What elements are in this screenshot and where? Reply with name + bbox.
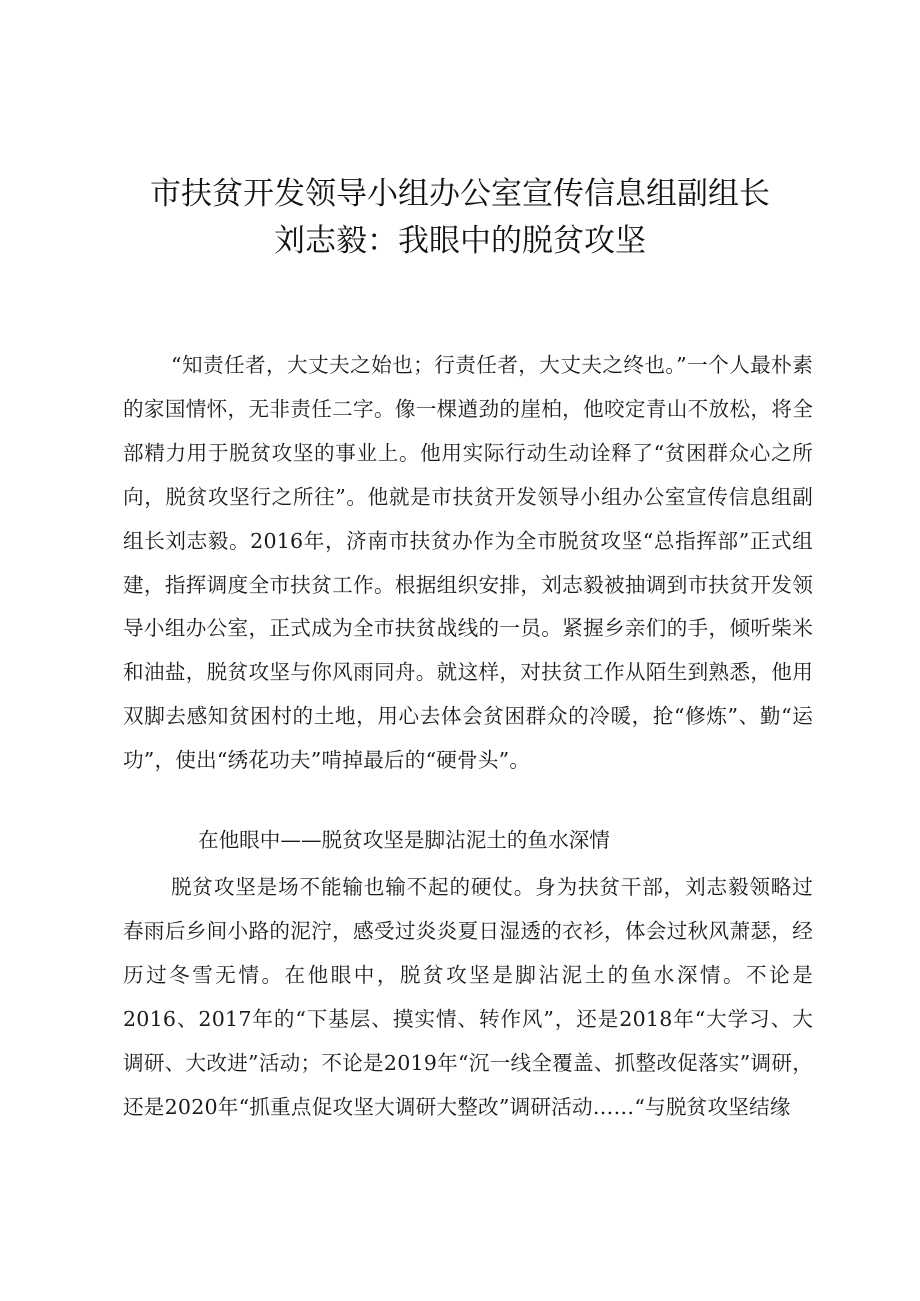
- paragraph-intro: “知责任者，大丈夫之始也；行责任者，大丈夫之终也。”一个人最朴素的家国情怀，无非责任二字。像一棵遒劲的崖柏，他咬定青山不放松，将全部精力用于脱贫攻坚的事业上。他用实际行动生动诠释了“贫困群众心之所向，脱贫攻坚行之所往”。他就是市扶贫开发领导小组办公室宣传信息组副组长刘志毅。2016年，济南市扶贫办作为全市脱贫攻坚“总指挥部”正式组建，指挥调度全市扶贫工作。根据组织安排，刘志毅被抽调到市扶贫开发领导小组办公室，正式成为全市扶贫战线的一员。紧握乡亲们的手，倾听柴米和油盐，脱贫攻坚与你风雨同舟。就这样，对扶贫工作从陌生到熟悉，他用双脚去感知贫困村的土地，用心去体会贫困群众的冷暖，抢“修炼”、勤“运功”，使出“绣花功夫”啃掉最后的“硬骨头”。: [123, 353, 813, 773]
- title-line-1: 市扶贫开发领导小组办公室宣传信息组副组长: [150, 176, 770, 212]
- title-line-2: 刘志毅：我眼中的脱贫攻坚: [274, 223, 646, 259]
- paragraph-section: 脱贫攻坚是场不能输也输不起的硬仗。身为扶贫干部，刘志毅领略过春雨后乡间小路的泥泞，感受过炎炎夏日湿透的衣衫，体会过秋风萧瑟，经历过冬雪无情。在他眼中，脱贫攻坚是脚沾泥土的鱼水深情。不论是2016、2017年的“下基层、摸实情、转作风”，还是2018年“大学习、大调研、大改进”活动；不论是2019年“沉一线全覆盖、抓整改促落实”调研，还是2020年“抓重点促攻坚大调研大整改”调研活动……“与脱贫攻坚结缘: [123, 875, 813, 1119]
- section-subheading: 在他眼中——脱贫攻坚是脚沾泥土的鱼水深情: [198, 828, 610, 852]
